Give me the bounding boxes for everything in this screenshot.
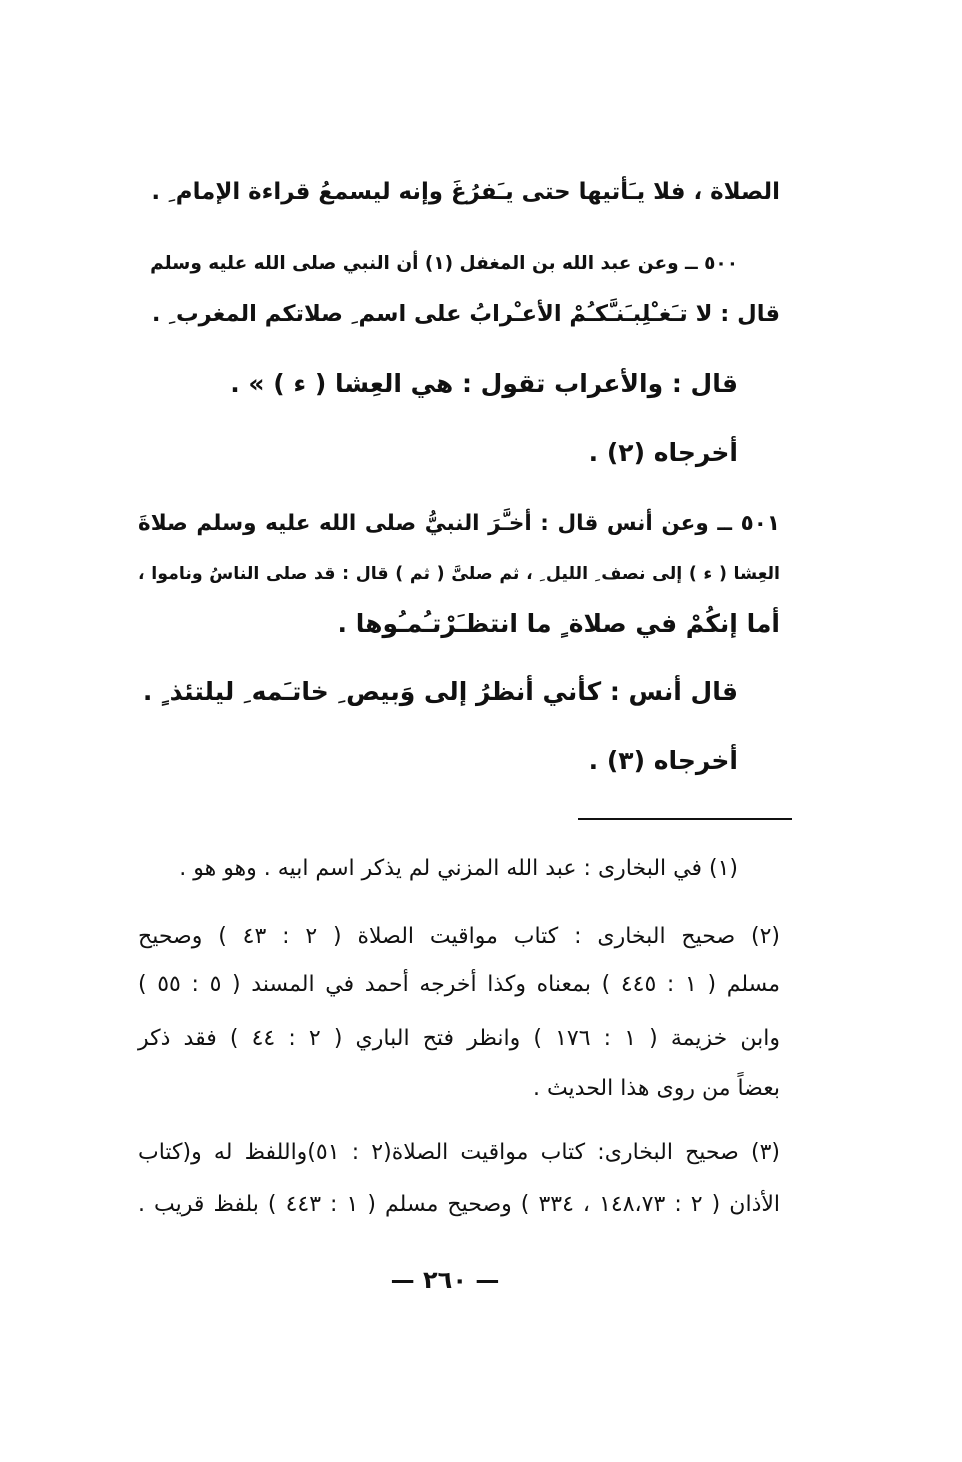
footnote-2-line-4: بعضاً من روى هذا الحديث . — [532, 1076, 780, 1101]
hadith-501-source: أخرجاه (٣) . — [588, 746, 738, 775]
hadith-500-line-3: قال : والأعراب تقول : هي العِشا ( ء ) » . — [230, 369, 738, 398]
footnote-separator — [578, 818, 792, 820]
hadith-500-line-1: ٥٠٠ ــ وعن عبد الله بن المغفل (١) أن النبي صلى الله عليه وسلم — [150, 253, 738, 274]
footnote-2-line-3: وابن خزيمة ( ١ : ١٧٦ ) وانظر فتح الباري ( ٢ : ٤٤ ) فقد ذكر — [138, 1026, 780, 1051]
footnote-2-line-2: مسلم ( ١ : ٤٤٥ ) بمعناه وكذا أخرجه أحمد في المسند ( ٥ : ٥٥ ) — [138, 972, 781, 997]
hadith-501-line-4: قال أنس : كأني أنظرُ إلى وَبيص ِ خاتـَمه ِ ليلتئذ ٍ . — [142, 677, 738, 706]
text-line-1: الصلاة ، فلا يـَأتيها حتى يـَفرُغَ وإنه ليسمعُ قراءة الإمام ِ . — [151, 179, 780, 205]
hadith-501-line-2: العِشا ( ء ) إلى نصف ِ الليل ِ ، ثم صلىَّ ( ثم ) قال : قد صلى الناسُ وناموا ، — [138, 564, 780, 584]
hadith-501-line-1: ٥٠١ ــ وعن أنس قال : أخـَّرَ النبيُّ صلى الله عليه وسلم صلاةَ — [138, 511, 780, 536]
footnote-3-line-2: الأذان ( ٢ : ١٤٨،٧٣ ، ٣٣٤ ) وصحيح مسلم ( ١ : ٤٤٣ ) بلفظ قريب . — [138, 1192, 781, 1217]
hadith-500-source: أخرجاه (٢) . — [588, 438, 738, 467]
page-number: — ٢٦٠ — — [390, 1266, 500, 1294]
footnote-3-line-1: (٣) صحيح البخارى: كتاب مواقيت الصلاة(٢ : ٥١)واللفظ له و(كتاب — [138, 1140, 780, 1165]
footnote-1: (١) في البخارى : عبد الله المزني لم يذكر اسم ابيه . وهو هو . — [179, 856, 738, 881]
footnote-2-line-1: (٢) صحيح البخارى : كتاب مواقيت الصلاة ( ٢ : ٤٣ ) وصحيح — [138, 924, 780, 949]
hadith-501-line-3: أما إنكُمْ في صلاة ٍ ما انتظـَرْتـُمـُوها . — [337, 609, 780, 638]
hadith-500-line-2: قال : لا تـَغـْلِبـَنـَّكـُمْ الأعـْرابُ على اسم ِ صلاتكم المغرب ِ . — [151, 301, 780, 327]
